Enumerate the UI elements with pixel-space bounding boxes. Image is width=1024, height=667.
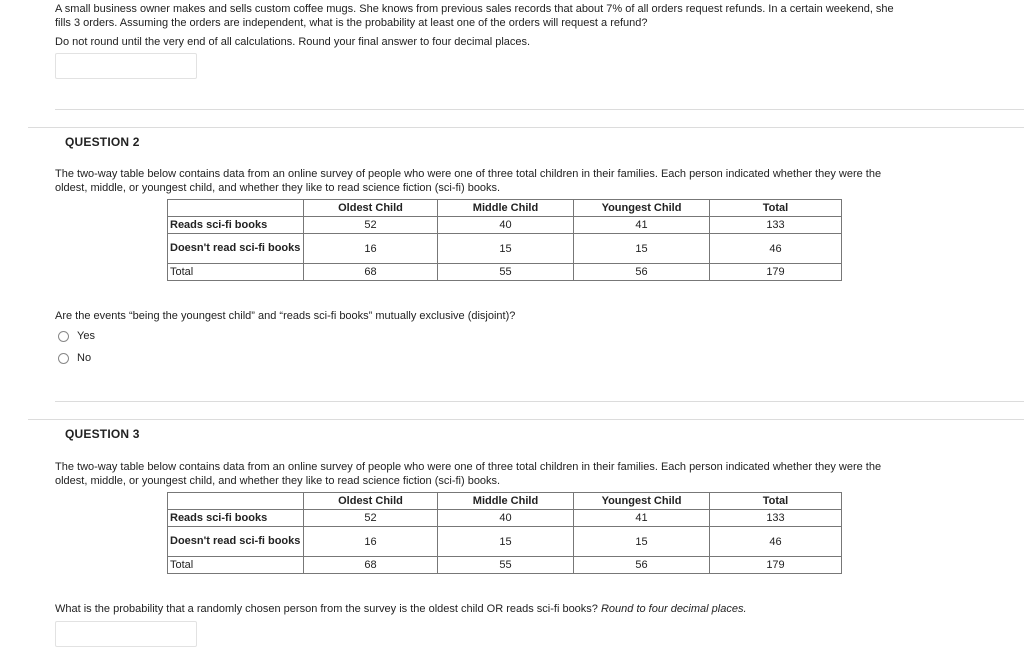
table-cell: 68 (304, 264, 438, 281)
q3-two-way-table (167, 492, 842, 574)
q1-text-line1: A small business owner makes and sells custom coffee mugs. She knows from previous sales records that about 7% of all orders request refunds. In a certain weekend, she (55, 3, 894, 15)
table-header-cell: Total (710, 493, 842, 510)
table-header-cell (168, 493, 304, 510)
table-header-cell: Youngest Child (574, 493, 710, 510)
q3-answer-input[interactable] (55, 621, 197, 647)
q2-option-yes[interactable] (58, 330, 95, 342)
table-cell: 15 (438, 234, 574, 264)
q3-intro (55, 460, 955, 488)
table-cell: 68 (304, 557, 438, 574)
q1-text (55, 2, 955, 30)
q2-divider (55, 401, 1024, 402)
table-cell: 41 (574, 510, 710, 527)
q3-intro-line1: The two-way table below contains data from an online survey of people who were one of three total children in their families. Each person indicated whether they were the (55, 461, 882, 473)
table-cell: 15 (574, 527, 710, 557)
radio-button[interactable] (58, 331, 69, 342)
option-label: No (77, 352, 92, 364)
table-cell: 46 (710, 527, 842, 557)
q2-top-divider (28, 127, 1024, 128)
table-cell: 15 (574, 234, 710, 264)
option-label: Yes (77, 330, 95, 342)
row-label: Total (168, 557, 304, 574)
table-header-cell (168, 200, 304, 217)
q1-instruction: Do not round until the very end of all calculations. Round your final answer to four decimal places. (55, 36, 531, 48)
table-cell: 16 (304, 527, 438, 557)
q1-text-line2: fills 3 orders. Assuming the orders are independent, what is the probability at least one of the orders will request a refund? (55, 17, 648, 29)
row-label: Reads sci-fi books (168, 217, 304, 234)
q3-question (55, 602, 955, 616)
table-row (168, 234, 842, 264)
table-header-cell: Youngest Child (574, 200, 710, 217)
q2-question: Are the events “being the youngest child” and “reads sci-fi books” mutually exclusive (disjoint)? (55, 310, 516, 322)
table-row (168, 527, 842, 557)
table-row (168, 217, 842, 234)
q2-intro (55, 167, 955, 195)
row-label: Reads sci-fi books (168, 510, 304, 527)
q1-divider (55, 109, 1024, 110)
row-label: Doesn't read sci-fi books (168, 234, 304, 264)
table-header-row (168, 493, 842, 510)
table-cell: 41 (574, 217, 710, 234)
row-label: Doesn't read sci-fi books (168, 527, 304, 557)
table-cell: 179 (710, 557, 842, 574)
table-cell: 133 (710, 217, 842, 234)
table-cell: 46 (710, 234, 842, 264)
table-header-cell: Oldest Child (304, 200, 438, 217)
table-header-row (168, 200, 842, 217)
row-label: Total (168, 264, 304, 281)
table-cell: 55 (438, 557, 574, 574)
q3-title: QUESTION 3 (65, 427, 140, 441)
table-cell: 52 (304, 510, 438, 527)
table-header-cell: Middle Child (438, 493, 574, 510)
table-cell: 133 (710, 510, 842, 527)
table-header-cell: Oldest Child (304, 493, 438, 510)
radio-button[interactable] (58, 353, 69, 364)
q2-intro-line2: oldest, middle, or youngest child, and whether they like to read science fiction (sci-fi) books. (55, 182, 501, 194)
table-row (168, 557, 842, 574)
table-cell: 16 (304, 234, 438, 264)
table-row (168, 264, 842, 281)
q3-question-text: What is the probability that a randomly chosen person from the survey is the oldest child OR reads sci-fi books? (55, 603, 598, 615)
table-cell: 179 (710, 264, 842, 281)
q2-intro-line1: The two-way table below contains data from an online survey of people who were one of three total children in their families. Each person indicated whether they were the (55, 168, 882, 180)
table-cell: 40 (438, 217, 574, 234)
q2-title: QUESTION 2 (65, 135, 140, 149)
q2-option-no[interactable] (58, 352, 91, 364)
table-cell: 56 (574, 557, 710, 574)
q2-two-way-table (167, 199, 842, 281)
q3-intro-line2: oldest, middle, or youngest child, and whether they like to read science fiction (sci-fi) books. (55, 475, 501, 487)
table-cell: 55 (438, 264, 574, 281)
q1-answer-input[interactable] (55, 53, 197, 79)
table-cell: 15 (438, 527, 574, 557)
table-cell: 52 (304, 217, 438, 234)
q3-top-divider (28, 419, 1024, 420)
table-row (168, 510, 842, 527)
table-cell: 56 (574, 264, 710, 281)
table-cell: 40 (438, 510, 574, 527)
q3-rounding-instruction: Round to four decimal places. (600, 603, 747, 615)
table-header-cell: Total (710, 200, 842, 217)
table-header-cell: Middle Child (438, 200, 574, 217)
